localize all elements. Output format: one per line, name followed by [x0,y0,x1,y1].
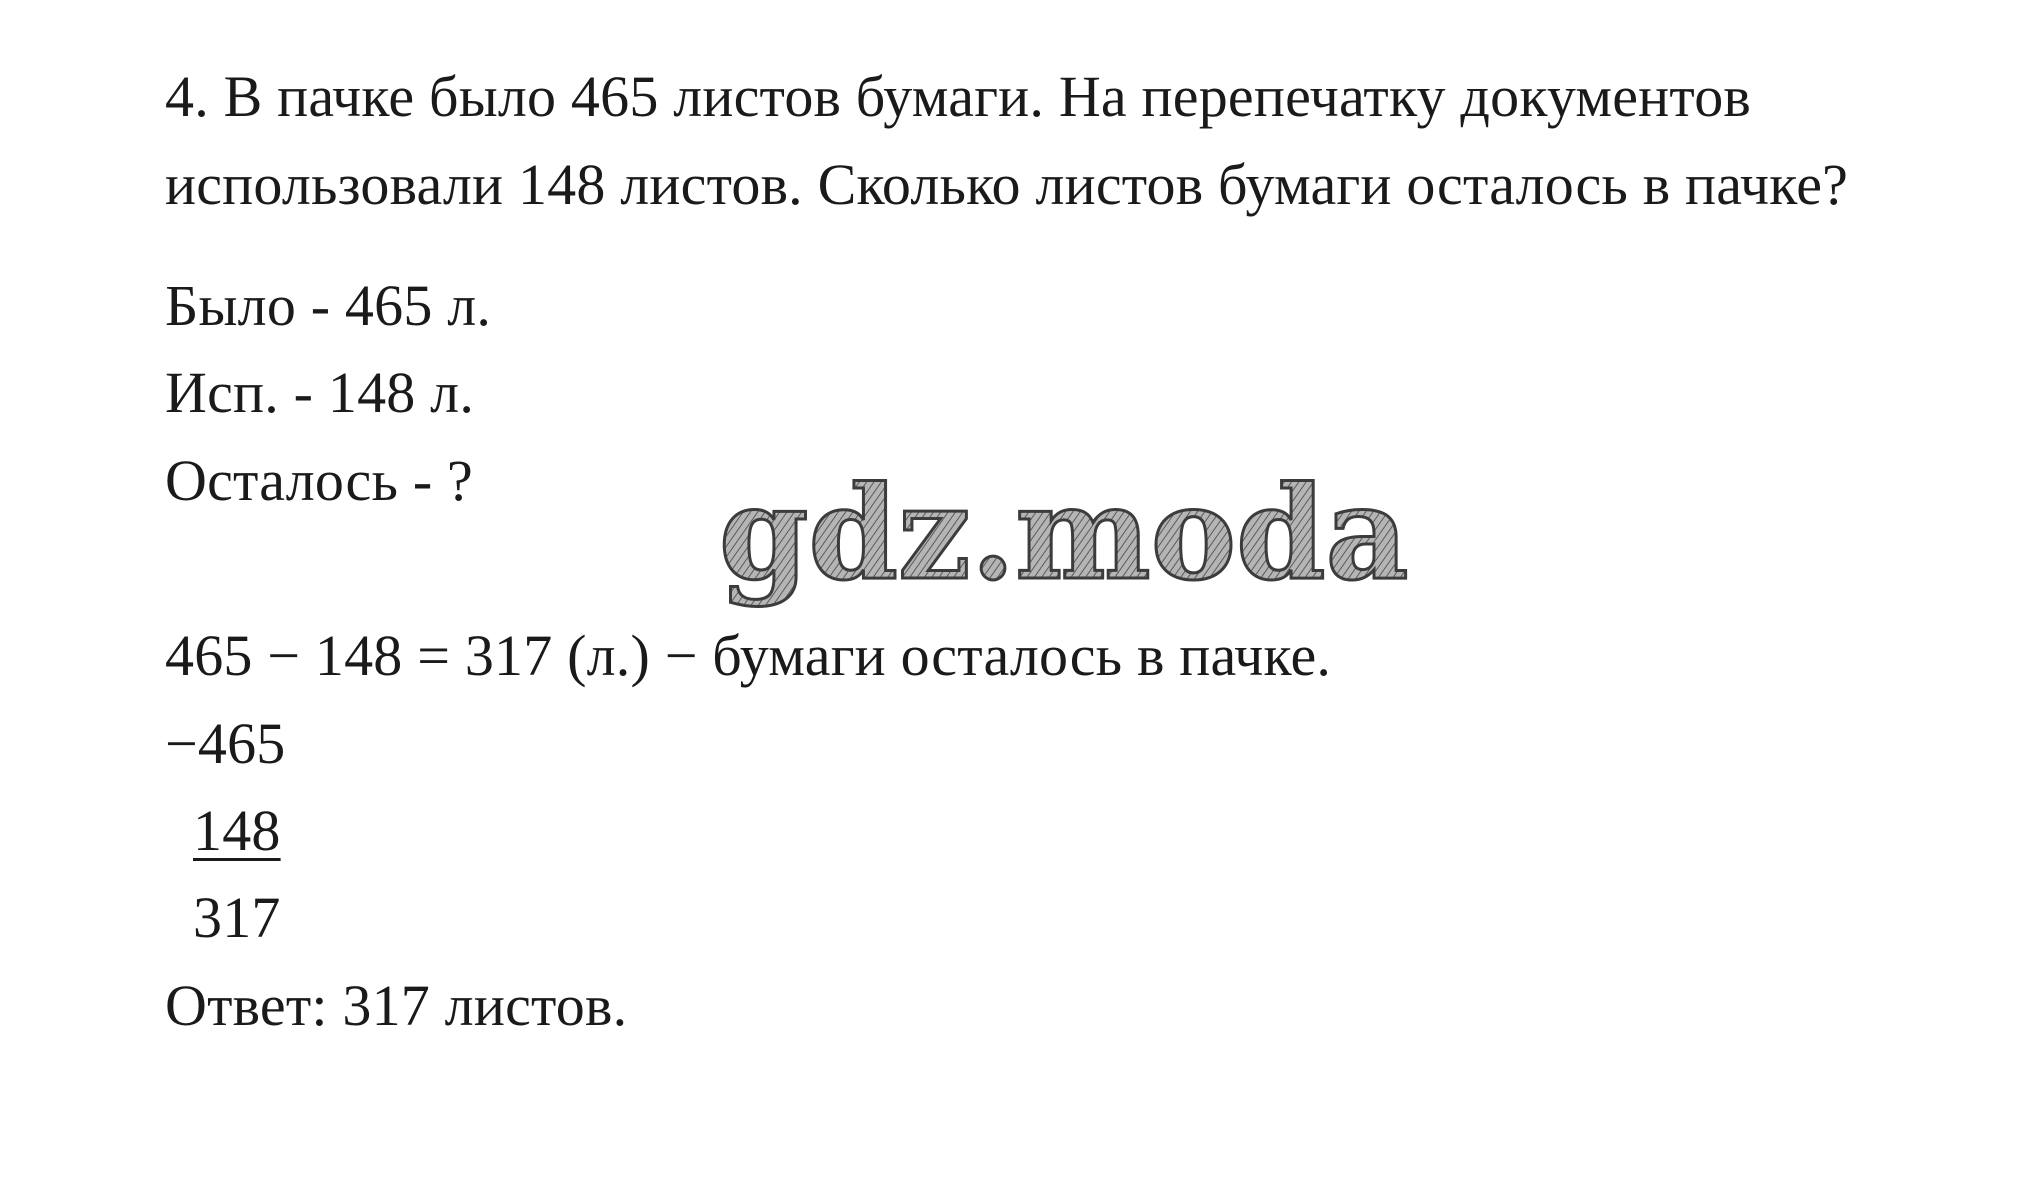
column-minuend: −465 [165,711,286,776]
problem-text-line-1: 4. В пачке было 465 листов бумаги. На перепечатку документов [165,64,1751,129]
column-result-row [165,883,281,953]
problem-text-line-2: использовали 148 листов. Сколько листов бумаги осталось в пачке? [165,152,1849,217]
watermark-logo [715,459,1409,628]
column-result: 317 [193,885,281,950]
condition-used: Исп. - 148 л. [165,360,475,425]
answer-text: Ответ: 317 листов. [165,973,628,1038]
solution-equation: 465 − 148 = 317 (л.) − бумаги осталось в пачке. [165,623,1332,688]
condition-left: Осталось - ? [165,448,473,513]
column-subtrahend-row [165,796,281,866]
column-subtrahend: 148 [193,798,281,863]
condition-had: Было - 465 л. [165,273,492,338]
watermark-text: gdz.moda [719,459,1409,609]
